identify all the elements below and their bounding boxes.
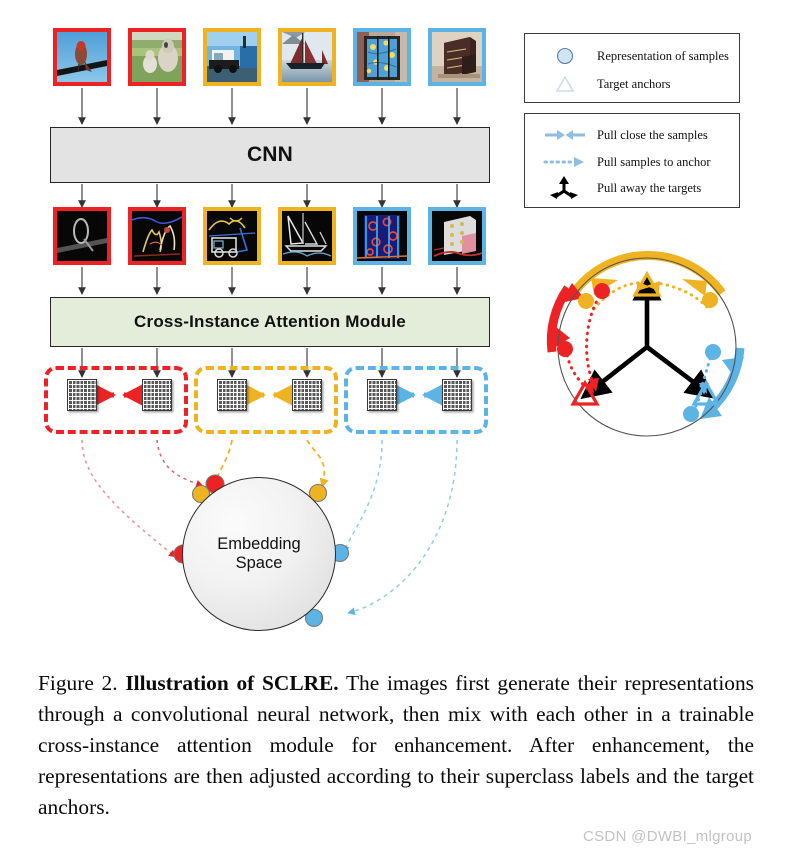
sample-blue-upper (705, 344, 721, 360)
legend-label-pull-away: Pull away the targets (597, 180, 702, 195)
circle-icon (543, 45, 587, 67)
sphere-diagram-art (548, 255, 744, 436)
cabinet-thumbnail (428, 28, 486, 86)
sample-yellow-right (702, 292, 718, 308)
pull-away-arc-yellow (576, 255, 722, 293)
sailboat-thumbnail (278, 28, 336, 86)
legend-row-pull-close (543, 123, 708, 147)
feature-grid-3 (217, 379, 247, 411)
sample-red-left (557, 341, 573, 357)
embedding-space-circle (182, 477, 336, 631)
legend-row-anchors (543, 72, 671, 96)
sailboat-featuremap (278, 207, 336, 265)
pull-to-anchor-yellow-left (594, 283, 638, 309)
feature-grid-2 (142, 379, 172, 411)
sample-red-upper (594, 283, 610, 299)
pull-to-anchor-yellow-right (656, 283, 707, 307)
embedding-space-label-line2: Space (235, 554, 283, 572)
feature-grid-5 (367, 379, 397, 411)
anchor-top (635, 274, 659, 295)
cross-instance-attention-box (50, 297, 490, 347)
legend-arrows-box (524, 113, 740, 208)
embedding-space-label-line1: Embedding (217, 534, 301, 553)
sphere-background (558, 258, 736, 436)
feature-grid-4 (292, 379, 322, 411)
pull-to-anchor-blue-upper (702, 352, 712, 386)
anchor-bottom-left (573, 383, 597, 404)
bird-featuremap (53, 207, 111, 265)
pull-to-anchor-red-upper (587, 291, 603, 383)
target-anchor-axes (592, 286, 704, 390)
figure-caption (38, 668, 754, 823)
feature-grid-1 (67, 379, 97, 411)
feature-grid-6 (442, 379, 472, 411)
bird-thumbnail (53, 28, 111, 86)
converging-arrows-icon (543, 124, 587, 146)
truck-thumbnail (203, 28, 261, 86)
anchor-bottom-right (694, 383, 718, 404)
dotted-arrow-icon (543, 151, 587, 173)
pull-away-arc-blue (710, 348, 740, 410)
dogs-featuremap (128, 207, 186, 265)
figure-title: Illustration of SCLRE. (125, 671, 339, 695)
cabinet-featuremap (428, 207, 486, 265)
legend-label-pull-close: Pull close the samples (597, 127, 708, 142)
dogs-thumbnail (128, 28, 186, 86)
legend-symbols-box (524, 33, 740, 103)
pull-to-anchor-blue-lower (693, 390, 702, 412)
sphere-samples (557, 283, 721, 422)
cnn-box (50, 127, 490, 183)
legend-label-representation: Representation of samples (597, 48, 729, 63)
truck-featuremap (203, 207, 261, 265)
legend-row-pull-away (543, 176, 701, 200)
pull-away-arc-red (551, 288, 568, 352)
legend-label-pull-anchor: Pull samples to anchor (597, 154, 711, 169)
triangle-icon (543, 73, 587, 95)
screen-thumbnail (353, 28, 411, 86)
legend-row-representation (543, 44, 729, 68)
figure-number: Figure 2. (38, 671, 118, 695)
legend-label-anchors: Target anchors (597, 76, 671, 91)
sample-blue-lower (683, 406, 699, 422)
attention-label: Cross-Instance Attention Module (134, 312, 406, 331)
tripod-arrows-icon (543, 177, 587, 199)
pull-to-anchor-red-left (566, 349, 588, 389)
cnn-label: CNN (246, 143, 294, 166)
legend-row-pull-anchor (543, 150, 711, 174)
figure-body: The images first generate their representations through a convolutional neural network, then mix with each other in a trainable cross-instance attention module for enhancement. After enhancement, the representations are then adjusted according to their superclass labels and the target anchors. (38, 671, 754, 819)
sample-yellow-left (578, 293, 594, 309)
watermark: CSDN @DWBI_mlgroup (583, 828, 752, 845)
screen-featuremap (353, 207, 411, 265)
